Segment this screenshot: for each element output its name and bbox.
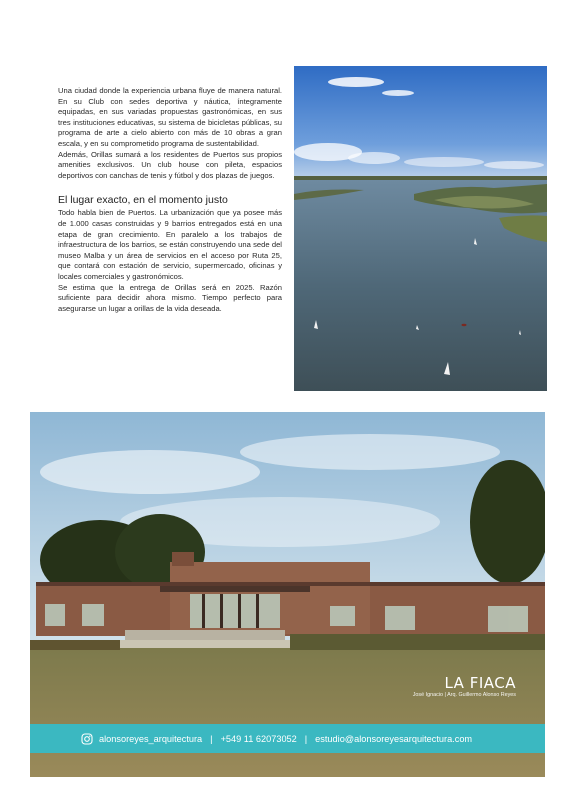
article-text (58, 86, 282, 314)
instagram-handle[interactable]: alonsoreyes_arquitectura (99, 733, 203, 744)
separator: | (304, 733, 308, 744)
aerial-lake-photo (294, 66, 547, 391)
house-photo (30, 412, 545, 777)
intro-paragraph-2: Además, Orillas sumará a los residentes de Puertos sus propios amenities exclusivos. Un club house con pileta, espacios deportivos con canchas de tenis y fútbol y dos plazas de juegos. (58, 149, 282, 180)
project-credit: José Ignacio | Arq. Guillermo Alonso Reyes (412, 692, 516, 698)
email-link[interactable]: estudio@alonsoreyesarquitectura.com (315, 733, 473, 744)
instagram-icon (81, 733, 93, 745)
section-paragraph-1: Todo habla bien de Puertos. La urbanización que ya posee más de 1.000 casas construidas y 9 barrios entregados está en una etapa de gran crecimiento. En paralelo a los trabajos de infraestructura de los barrios, se están construyendo una sede del museo Malba y un área de servicios en el acceso por Ruta 25, que contará con estación de servicio, supermercado, oficinas y locales comerciales y gastronómicos. (58, 208, 282, 281)
section-paragraph-2: Se estima que la entrega de Orillas será en 2025. Razón suficiente para decidir ahora mismo. Tiempo perfecto para asegurarse un lugar a orillas de la vida deseada. (58, 282, 282, 313)
project-title: LA FIACA (444, 674, 516, 692)
intro-paragraph-1: Una ciudad donde la experiencia urbana fluye de manera natural. En su Club con sedes deportiva y náutica, íntegramente equipadas, en sus variadas propuestas gastronómicas, en sus tres instituciones educativas, su sistema de bicicletas públicas, su programa de arte a cielo abierto con más de 10 obras a gran escala, y en su comprometido programa de sustentabilidad. (58, 86, 282, 148)
separator: | (210, 733, 213, 744)
phone-number[interactable]: +549 11 62073052 (220, 733, 297, 744)
contact-bar (30, 724, 545, 753)
section-title: El lugar exacto, en el momento justo (58, 194, 228, 207)
project-caption (388, 675, 516, 700)
